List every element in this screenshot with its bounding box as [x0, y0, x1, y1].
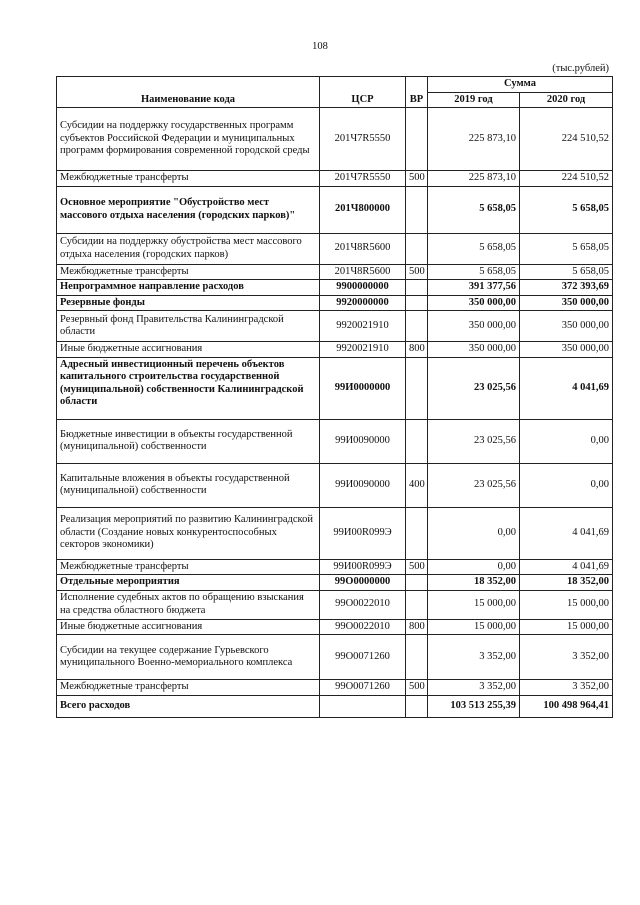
row-name: Иные бюджетные ассигнования [57, 342, 320, 358]
header-name: Наименование кода [57, 77, 320, 108]
table-row [57, 357, 613, 419]
budget-table [56, 76, 613, 718]
row-2020: 350 000,00 [520, 295, 613, 311]
table-row [57, 186, 613, 233]
row-vr [406, 419, 428, 463]
row-2019: 23 025,56 [428, 419, 520, 463]
total-vr [406, 695, 428, 717]
row-vr [406, 233, 428, 264]
table-row [57, 108, 613, 171]
table-row [57, 507, 613, 559]
row-csr: 9920021910 [320, 342, 406, 358]
row-2019: 3 352,00 [428, 635, 520, 680]
row-2020: 0,00 [520, 419, 613, 463]
row-2019: 18 352,00 [428, 575, 520, 591]
row-2020: 372 393,69 [520, 280, 613, 296]
row-name: Резервный фонд Правительства Калининградской области [57, 311, 320, 342]
row-2019: 3 352,00 [428, 680, 520, 696]
row-2019: 350 000,00 [428, 295, 520, 311]
row-name: Отдельные мероприятия [57, 575, 320, 591]
total-csr [320, 695, 406, 717]
row-2019: 350 000,00 [428, 311, 520, 342]
row-2020: 224 510,52 [520, 171, 613, 187]
row-vr [406, 108, 428, 171]
table-row [57, 171, 613, 187]
row-2020: 350 000,00 [520, 342, 613, 358]
row-2019: 391 377,56 [428, 280, 520, 296]
row-2019: 23 025,56 [428, 357, 520, 419]
table-row [57, 680, 613, 696]
row-name: Иные бюджетные ассигнования [57, 619, 320, 635]
row-vr [406, 590, 428, 619]
row-csr: 201Ч7R5550 [320, 171, 406, 187]
row-2020: 4 041,69 [520, 559, 613, 575]
row-csr: 99И0090000 [320, 463, 406, 507]
header-csr: ЦСР [320, 77, 406, 108]
row-2020: 15 000,00 [520, 590, 613, 619]
row-vr: 800 [406, 342, 428, 358]
row-name: Резервные фонды [57, 295, 320, 311]
row-csr: 99О0022010 [320, 590, 406, 619]
row-2019: 5 658,05 [428, 233, 520, 264]
header-sum: Сумма [428, 77, 613, 93]
row-csr: 99И0090000 [320, 419, 406, 463]
row-2019: 350 000,00 [428, 342, 520, 358]
row-2019: 0,00 [428, 507, 520, 559]
row-vr: 500 [406, 264, 428, 280]
row-name: Бюджетные инвестиции в объекты государственной (муниципальной) собственности [57, 419, 320, 463]
row-2020: 5 658,05 [520, 233, 613, 264]
row-name: Адресный инвестиционный перечень объектов капитального строительства государственной (муниципальной) собственности Калининградской области [57, 357, 320, 419]
row-csr: 201Ч7R5550 [320, 108, 406, 171]
row-2020: 224 510,52 [520, 108, 613, 171]
row-csr: 201Ч800000 [320, 186, 406, 233]
row-csr: 9920000000 [320, 295, 406, 311]
row-name: Капитальные вложения в объекты государственной (муниципальной) собственности [57, 463, 320, 507]
row-2019: 5 658,05 [428, 186, 520, 233]
total-2019: 103 513 255,39 [428, 695, 520, 717]
table-row [57, 559, 613, 575]
header-vr: ВР [406, 77, 428, 108]
row-2020: 4 041,69 [520, 507, 613, 559]
row-vr: 500 [406, 559, 428, 575]
row-2020: 5 658,05 [520, 264, 613, 280]
row-2020: 350 000,00 [520, 311, 613, 342]
page-number: 108 [312, 41, 328, 52]
row-2019: 225 873,10 [428, 171, 520, 187]
total-label: Всего расходов [57, 695, 320, 717]
row-name: Основное мероприятие "Обустройство мест массового отдыха населения (городских парков)" [57, 186, 320, 233]
unit-note: (тыс.рублей) [552, 63, 609, 74]
row-csr: 99И0000000 [320, 357, 406, 419]
header-2019: 2019 год [428, 92, 520, 108]
row-2020: 5 658,05 [520, 186, 613, 233]
row-vr [406, 507, 428, 559]
row-csr: 201Ч8R5600 [320, 233, 406, 264]
row-name: Субсидии на поддержку государственных программ субъектов Российской Федерации и муниципальных программ формирования современной городской среды [57, 108, 320, 171]
table-row [57, 295, 613, 311]
row-csr: 9920021910 [320, 311, 406, 342]
row-vr: 500 [406, 171, 428, 187]
row-2020: 15 000,00 [520, 619, 613, 635]
row-vr [406, 311, 428, 342]
table-row [57, 619, 613, 635]
row-2020: 3 352,00 [520, 680, 613, 696]
row-name: Межбюджетные трансферты [57, 264, 320, 280]
row-csr: 99И00R099Э [320, 507, 406, 559]
table-row [57, 419, 613, 463]
row-vr [406, 357, 428, 419]
row-csr: 99О0022010 [320, 619, 406, 635]
row-2019: 0,00 [428, 559, 520, 575]
row-csr: 99О0071260 [320, 635, 406, 680]
row-vr [406, 186, 428, 233]
table-row [57, 264, 613, 280]
row-2020: 0,00 [520, 463, 613, 507]
table-row [57, 635, 613, 680]
row-name: Непрограммное направление расходов [57, 280, 320, 296]
table-row [57, 590, 613, 619]
row-vr [406, 635, 428, 680]
row-csr: 201Ч8R5600 [320, 264, 406, 280]
row-csr: 99И00R099Э [320, 559, 406, 575]
row-2019: 5 658,05 [428, 264, 520, 280]
row-vr [406, 280, 428, 296]
row-vr: 800 [406, 619, 428, 635]
table-row [57, 311, 613, 342]
row-2019: 225 873,10 [428, 108, 520, 171]
table-row [57, 575, 613, 591]
row-name: Межбюджетные трансферты [57, 680, 320, 696]
table-row [57, 463, 613, 507]
total-row [57, 695, 613, 717]
row-name: Межбюджетные трансферты [57, 559, 320, 575]
row-csr: 9900000000 [320, 280, 406, 296]
total-2020: 100 498 964,41 [520, 695, 613, 717]
row-vr [406, 295, 428, 311]
row-csr: 99О0000000 [320, 575, 406, 591]
row-name: Межбюджетные трансферты [57, 171, 320, 187]
row-name: Реализация мероприятий по развитию Калининградской области (Создание новых конкурентоспособных секторов экономики) [57, 507, 320, 559]
row-2019: 15 000,00 [428, 590, 520, 619]
row-name: Субсидии на поддержку обустройства мест массового отдыха населения (городских парков) [57, 233, 320, 264]
row-2020: 18 352,00 [520, 575, 613, 591]
row-vr: 500 [406, 680, 428, 696]
header-2020: 2020 год [520, 92, 613, 108]
row-name: Субсидии на текущее содержание Гурьевского муниципального Военно-мемориального комплекса [57, 635, 320, 680]
row-2019: 23 025,56 [428, 463, 520, 507]
row-csr: 99О0071260 [320, 680, 406, 696]
table-row [57, 233, 613, 264]
table-row [57, 342, 613, 358]
row-vr [406, 575, 428, 591]
table-row [57, 280, 613, 296]
row-2020: 4 041,69 [520, 357, 613, 419]
row-2019: 15 000,00 [428, 619, 520, 635]
row-vr: 400 [406, 463, 428, 507]
row-name: Исполнение судебных актов по обращению взыскания на средства областного бюджета [57, 590, 320, 619]
row-2020: 3 352,00 [520, 635, 613, 680]
